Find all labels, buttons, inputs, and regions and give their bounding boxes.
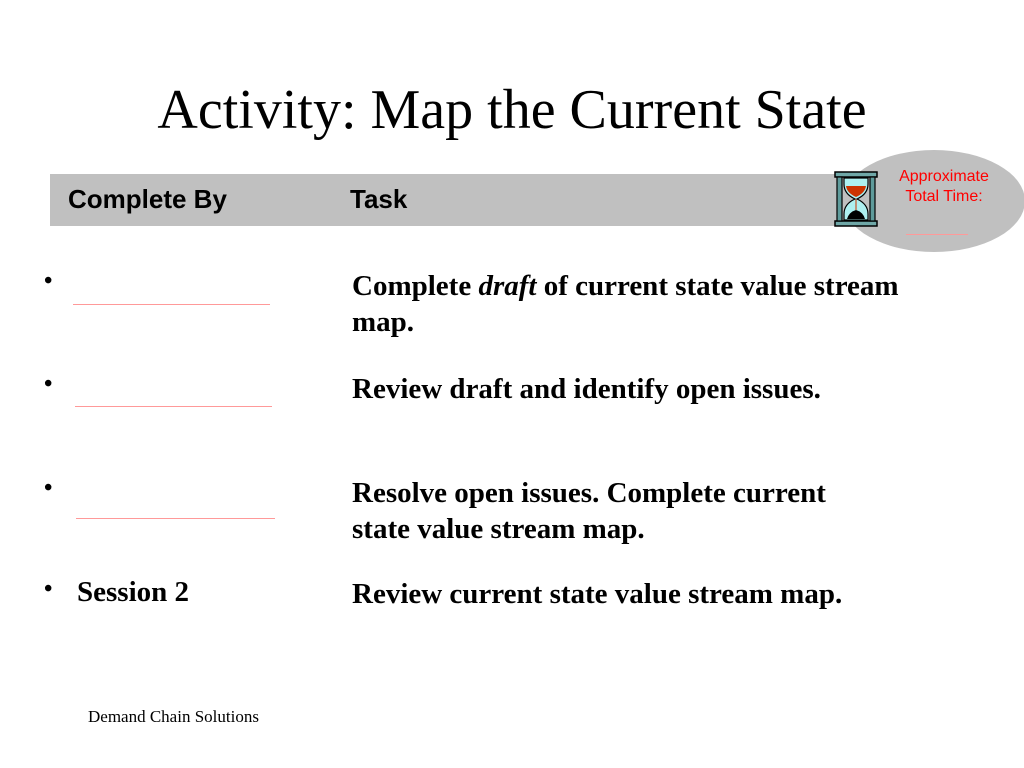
- bullet: •: [44, 268, 53, 294]
- footer-text: Demand Chain Solutions: [88, 707, 259, 726]
- header-complete-by: Complete By: [68, 184, 227, 214]
- complete-by-blank-line: [75, 406, 272, 407]
- complete-by-blank-line: [76, 518, 275, 519]
- task-text: Review draft and identify open issues.: [352, 373, 821, 405]
- task-text: Review current state value stream map.: [352, 578, 843, 610]
- bullet: •: [44, 475, 53, 501]
- bullet: •: [44, 371, 53, 397]
- header-task: Task: [350, 184, 408, 214]
- bullet: •: [44, 576, 53, 602]
- time-badge-label: [870, 167, 1018, 207]
- time-blank-line: [906, 234, 968, 235]
- task-table-header: [50, 174, 880, 226]
- task-text: Complete draft of current state value stream map.: [352, 270, 899, 338]
- task-emphasis: draft: [478, 270, 537, 302]
- slide-title: Activity: Map the Current State: [157, 79, 867, 141]
- time-badge-line1: Approximate: [899, 168, 989, 185]
- complete-by-value: Session 2: [77, 576, 190, 608]
- time-badge-line2: Total Time:: [905, 188, 983, 205]
- complete-by-blank-line: [73, 304, 270, 305]
- task-text: Resolve open issues. Complete current state value stream map.: [352, 477, 826, 545]
- hourglass-icon: [832, 170, 880, 228]
